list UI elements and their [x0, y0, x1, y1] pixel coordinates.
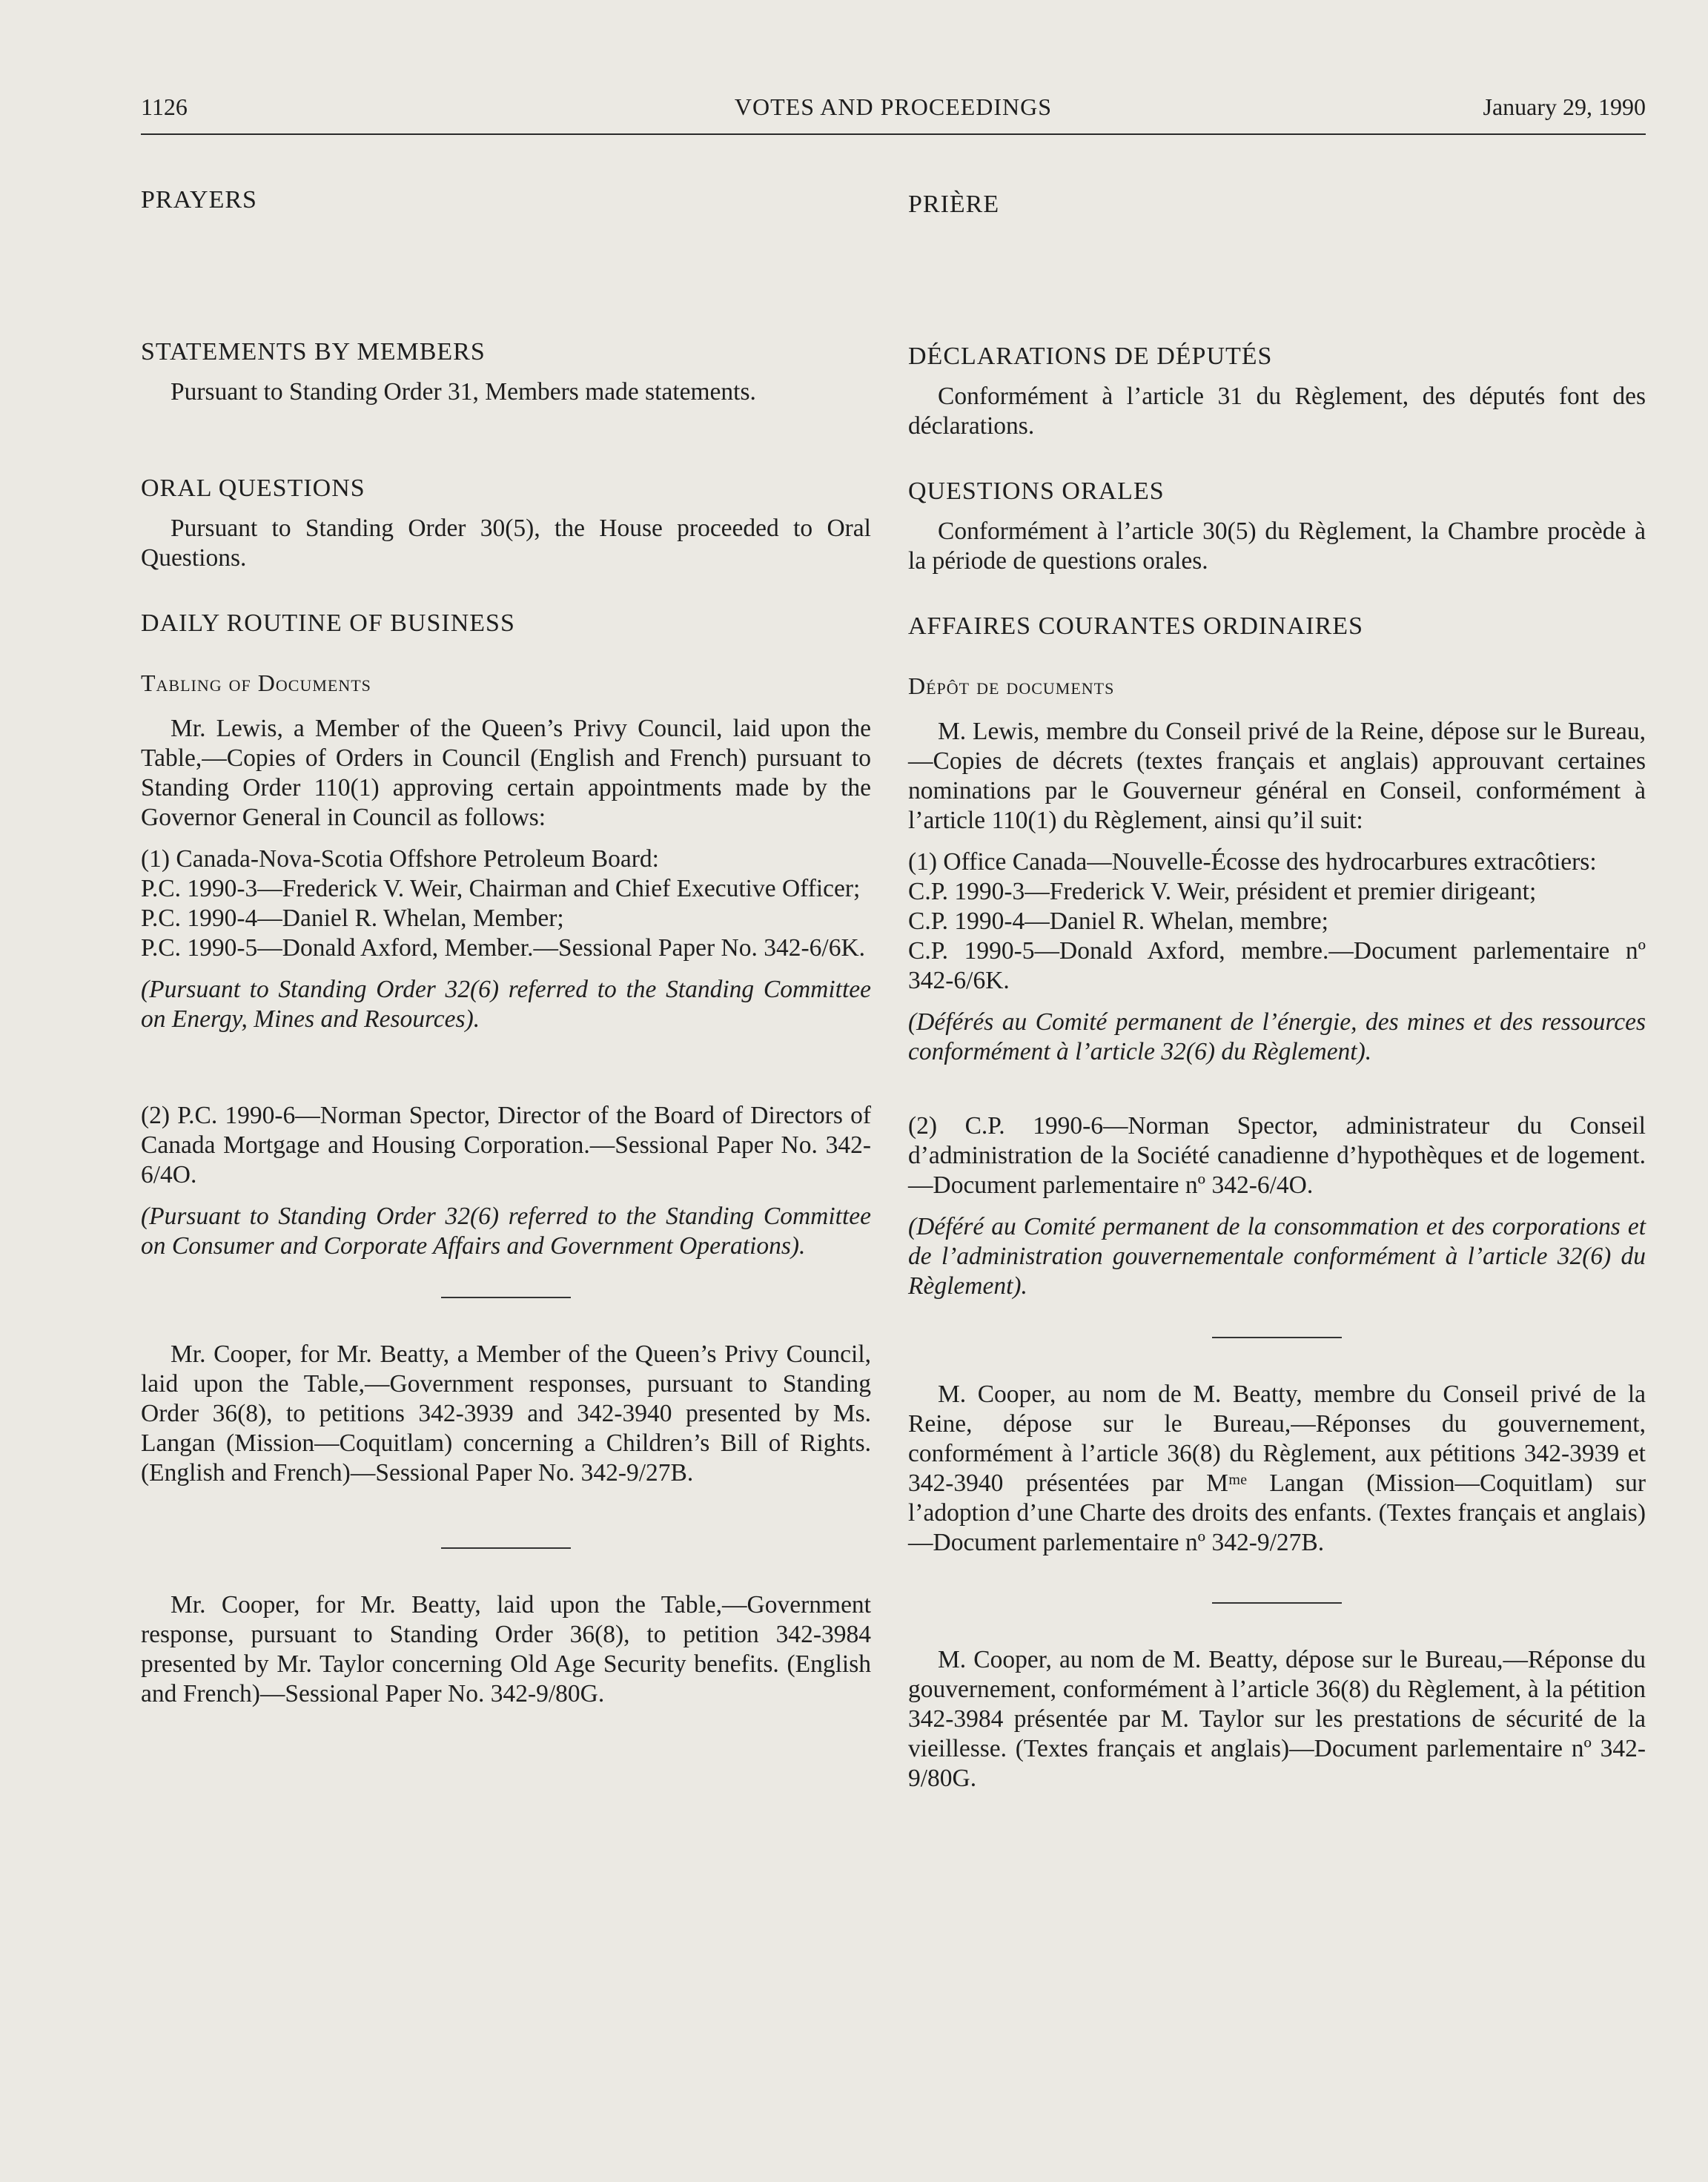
item-1-line-fr: C.P. 1990-5—Donald Axford, membre.—Document parlementaire nº 342-6/6K. — [908, 937, 1646, 994]
item-1-referral-fr: (Déférés au Comité permanent de l’énergie, des mines et des ressources conformément à l’article 32(6) du Règlement). — [908, 1008, 1646, 1065]
english-column — [141, 171, 871, 1721]
oral-questions-heading-fr: QUESTIONS ORALES — [908, 477, 1165, 505]
item-1 — [141, 844, 871, 963]
tabling-heading: Tabling of Documents — [141, 670, 371, 696]
routine-heading: DAILY ROUTINE OF BUSINESS — [141, 609, 515, 637]
prayers-heading-fr: PRIÈRE — [908, 191, 1000, 218]
item-2-text: (2) P.C. 1990-6—Norman Spector, Director of the Board of Directors of Canada Mortgage and Housing Corporation.—Sessional Paper No. 342-6/4O. — [141, 1102, 871, 1188]
item-1-line: P.C. 1990-4—Daniel R. Whelan, Member; — [141, 905, 564, 932]
item-1-line: P.C. 1990-3—Frederick V. Weir, Chairman and Chief Executive Officer; — [141, 875, 861, 902]
oral-questions-text-fr: Conformément à l’article 30(5) du Règlement, la Chambre procède à la période de questions orales. — [908, 518, 1646, 575]
cooper-paragraph-1: Mr. Cooper, for Mr. Beatty, a Member of the Queen’s Privy Council, laid upon the Table,—Government responses, pursuant to Standing Order 36(8), to petitions 342-3939 and 342-3940 presented by Ms. Langan (Mission—Coquitlam) concerning a Children’s Bill of Rights. (English and French)—Sessional Paper No. 342-9/27B. — [141, 1340, 871, 1487]
lewis-intro: Mr. Lewis, a Member of the Queen’s Privy Council, laid upon the Table,—Copies of Orders in Council (English and French) pursuant to Standing Order 110(1) approving certain appointments made by the Governor General in Council as follows: — [141, 715, 871, 831]
statements-heading-fr: DÉCLARATIONS DE DÉPUTÉS — [908, 343, 1273, 370]
cooper-paragraph-2: Mr. Cooper, for Mr. Beatty, laid upon the Table,—Government response, pursuant to Standing Order 36(8), to petition 342-3984 presented by Mr. Taylor concerning Old Age Security benefits. (English and French)—Sessional Paper No. 342-9/80G. — [141, 1591, 871, 1707]
item-1-referral: (Pursuant to Standing Order 32(6) referred to the Standing Committee on Energy, Mines and Resources). — [141, 976, 871, 1033]
prayers-heading: PRAYERS — [141, 186, 257, 214]
cooper-paragraph-2-fr: M. Cooper, au nom de M. Beatty, dépose sur le Bureau,—Réponse du gouvernement, conformément à l’article 36(8) du Règlement, à la pétition 342-3984 présentée par M. Taylor sur les prestations de sécurité de la vieillesse. (Textes français et anglais)—Document parlementaire nº 342-9/80G. — [908, 1646, 1646, 1792]
page-number: 1126 — [141, 93, 188, 120]
header-title: VOTES AND PROCEEDINGS — [734, 93, 1053, 120]
item-1-fr — [908, 847, 1646, 996]
item-1-line-fr: C.P. 1990-4—Daniel R. Whelan, membre; — [908, 907, 1328, 935]
item-1-line: P.C. 1990-5—Donald Axford, Member.—Sessional Paper No. 342-6/6K. — [141, 934, 866, 962]
item-2-text-fr: (2) C.P. 1990-6—Norman Spector, administrateur du Conseil d’administration de la Société canadienne d’hypothèques et de logement.—Document parlementaire nº 342-6/4O. — [908, 1112, 1646, 1199]
separator-rule-fr — [1212, 1337, 1342, 1338]
header-date: January 29, 1990 — [1483, 93, 1646, 120]
separator-rule — [441, 1297, 571, 1298]
statements-text: Pursuant to Standing Order 31, Members made statements. — [171, 378, 756, 406]
statements-heading: STATEMENTS BY MEMBERS — [141, 338, 486, 366]
page-header — [141, 87, 1646, 135]
lewis-intro-fr: M. Lewis, membre du Conseil privé de la Reine, dépose sur le Bureau,—Copies de décrets (textes français et anglais) approuvant certaines nominations par le Gouverneur général en Conseil, conformément à l’article 110(1) du Règlement, ainsi qu’il suit: — [908, 718, 1646, 834]
routine-heading-fr: AFFAIRES COURANTES ORDINAIRES — [908, 612, 1363, 640]
tabling-heading-fr: Dépôt de documents — [908, 672, 1115, 699]
item-1-title-fr: (1) Office Canada—Nouvelle-Écosse des hydrocarbures extracôtiers: — [908, 848, 1597, 876]
oral-questions-text: Pursuant to Standing Order 30(5), the House proceeded to Oral Questions. — [141, 515, 871, 572]
oral-questions-heading: ORAL QUESTIONS — [141, 475, 365, 502]
french-column — [908, 171, 1646, 1805]
statements-text-fr: Conformément à l’article 31 du Règlement, des députés font des déclarations. — [908, 383, 1646, 440]
item-1-line-fr: C.P. 1990-3—Frederick V. Weir, président et premier dirigeant; — [908, 878, 1537, 905]
item-1-title: (1) Canada-Nova-Scotia Offshore Petroleum Board: — [141, 845, 659, 873]
separator-rule-fr — [1212, 1602, 1342, 1604]
item-2-referral-fr: (Déféré au Comité permanent de la consommation et des corporations et de l’administration gouvernementale conformément à l’article 32(6) du Règlement). — [908, 1213, 1646, 1300]
cooper-paragraph-1-fr: M. Cooper, au nom de M. Beatty, membre du Conseil privé de la Reine, dépose sur le Bureau,—Réponses du gouvernement, conformément à l’article 36(8) du Règlement, aux pétitions 342-3939 et 342-3940 présentées par Mᵐᵉ Langan (Mission—Coquitlam) sur l’adoption d’une Charte des droits des enfants. (Textes français et anglais)—Document parlementaire nº 342-9/27B. — [908, 1381, 1646, 1556]
separator-rule — [441, 1547, 571, 1549]
item-2-referral: (Pursuant to Standing Order 32(6) referred to the Standing Committee on Consumer and Corporate Affairs and Government Operations). — [141, 1203, 871, 1260]
